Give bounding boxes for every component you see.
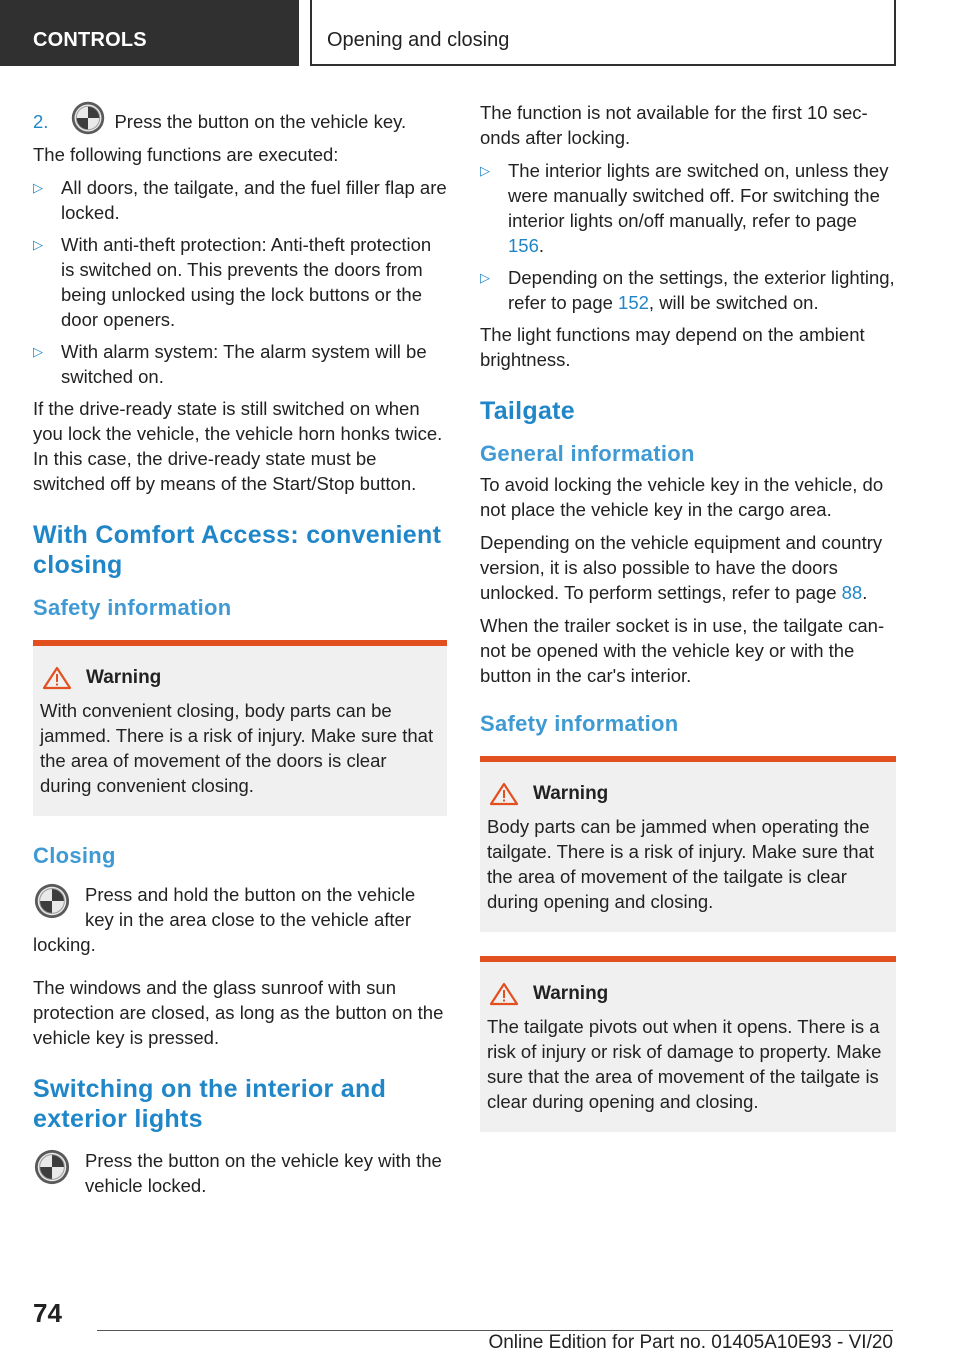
functions-intro: The following functions are executed: — [33, 144, 339, 165]
warning-text: With convenient closing, body parts can be jammed. There is a risk of injury. Make sure that the area of movement of the doors is clear during convenient closing. — [40, 700, 434, 796]
page-header — [0, 0, 960, 66]
warning-box — [33, 640, 447, 816]
edition-text: Online Edition for Part no. 01405A10E93 - VI/20 — [488, 1332, 893, 1353]
warning-title: Warning — [487, 982, 888, 1006]
warning-text: The tailgate pivots out when it opens. There is a risk of injury or risk of damage to property. Make sure that the area of movement of the tailgate is clear during opening and closing. — [487, 1016, 882, 1112]
list-item: ▷ The interior lights are switched on, unless they were manually switched off. For switching the interior lights on/off manually, refer to page 156. — [480, 160, 889, 256]
step-text: Press the button on the vehicle key. — [114, 111, 407, 132]
warning-triangle-icon — [489, 982, 519, 1006]
closing-instruction: Press and hold the button on the vehicle key in the area close to the vehicle after locking. — [33, 884, 416, 955]
list-item: ▷ With anti-theft protection: Anti-theft protection is switched on. This prevents the doors from being unlocked using the lock buttons or the door openers. — [33, 234, 432, 330]
not-available-paragraph: The function is not available for the first 10 seconds after locking. — [480, 102, 868, 148]
heading-general-information: General information — [480, 441, 695, 466]
triangle-bullet-icon: ▷ — [480, 163, 490, 178]
page-link-156[interactable]: 156 — [508, 235, 539, 256]
lights-instruction: Press the button on the vehicle key with the vehicle locked. — [33, 1148, 447, 1198]
ambient-paragraph: The light functions may depend on the ambient brightness. — [480, 324, 865, 370]
warning-title: Warning — [40, 666, 439, 690]
warning-box — [480, 756, 896, 932]
warning-triangle-icon — [489, 782, 519, 806]
heading-safety-information: Safety information — [33, 595, 232, 620]
warning-triangle-icon — [42, 666, 72, 690]
horn-paragraph: If the drive-ready state is still switched on when you lock the vehicle, the vehicle horn honks twice. In this case, the drive-ready state must be switched off by means of the Start/Stop button. — [33, 398, 443, 494]
heading-tailgate: Tailgate — [480, 397, 576, 425]
list-item: ▷ Depending on the settings, the exterior lighting, refer to page 152, will be switched on. — [480, 267, 895, 313]
triangle-bullet-icon: ▷ — [33, 237, 43, 252]
triangle-bullet-icon: ▷ — [33, 344, 43, 359]
triangle-bullet-icon: ▷ — [480, 270, 490, 285]
list-item: ▷ With alarm system: The alarm system will be switched on. — [33, 341, 427, 387]
chapter-tab: Opening and closing — [310, 0, 896, 66]
warning-box — [480, 956, 896, 1132]
vehicle-key-icon — [33, 882, 71, 920]
trailer-paragraph: When the trailer socket is in use, the tailgate cannot be opened with the vehicle key or with the button in the car's interior. — [480, 615, 885, 686]
page-link-152[interactable]: 152 — [618, 292, 649, 313]
page-link-88[interactable]: 88 — [841, 582, 863, 603]
windows-paragraph: The windows and the glass sunroof with sun protection are closed, as long as the button on the vehicle key is pressed. — [33, 977, 444, 1048]
vehicle-key-icon — [70, 100, 106, 136]
step-2 — [33, 100, 447, 136]
left-column — [33, 100, 447, 1198]
heading-safety-information: Safety information — [480, 711, 679, 736]
equipment-paragraph: Depending on the vehicle equipment and country version, it is also possible to have the doors unlocked. To perform settings, refer to page 88. — [480, 532, 883, 603]
vehicle-key-icon — [33, 1148, 71, 1186]
section-tab: CONTROLS — [0, 0, 299, 66]
warning-text: Body parts can be jammed when operating the tailgate. There is a risk of injury. Make sure that the area of movement of the tailgate is clear during opening and closing. — [487, 816, 874, 912]
functions-list — [33, 175, 447, 389]
footer-divider — [97, 1330, 893, 1331]
right-column — [480, 100, 896, 1156]
heading-comfort-access: With Comfort Access: convenient closing — [33, 521, 442, 579]
heading-closing: Closing — [33, 843, 116, 868]
page-number: 74 — [33, 1298, 62, 1328]
warning-title: Warning — [487, 782, 888, 806]
list-item: ▷ All doors, the tailgate, and the fuel filler flap are locked. — [33, 177, 447, 223]
step-number: 2. — [33, 111, 49, 132]
lights-list — [480, 158, 896, 315]
general-paragraph: To avoid locking the vehicle key in the vehicle, do not place the vehicle key in the cargo area. — [480, 474, 884, 520]
triangle-bullet-icon: ▷ — [33, 180, 43, 195]
heading-interior-exterior-lights: Switching on the interior and exterior lights — [33, 1075, 387, 1133]
